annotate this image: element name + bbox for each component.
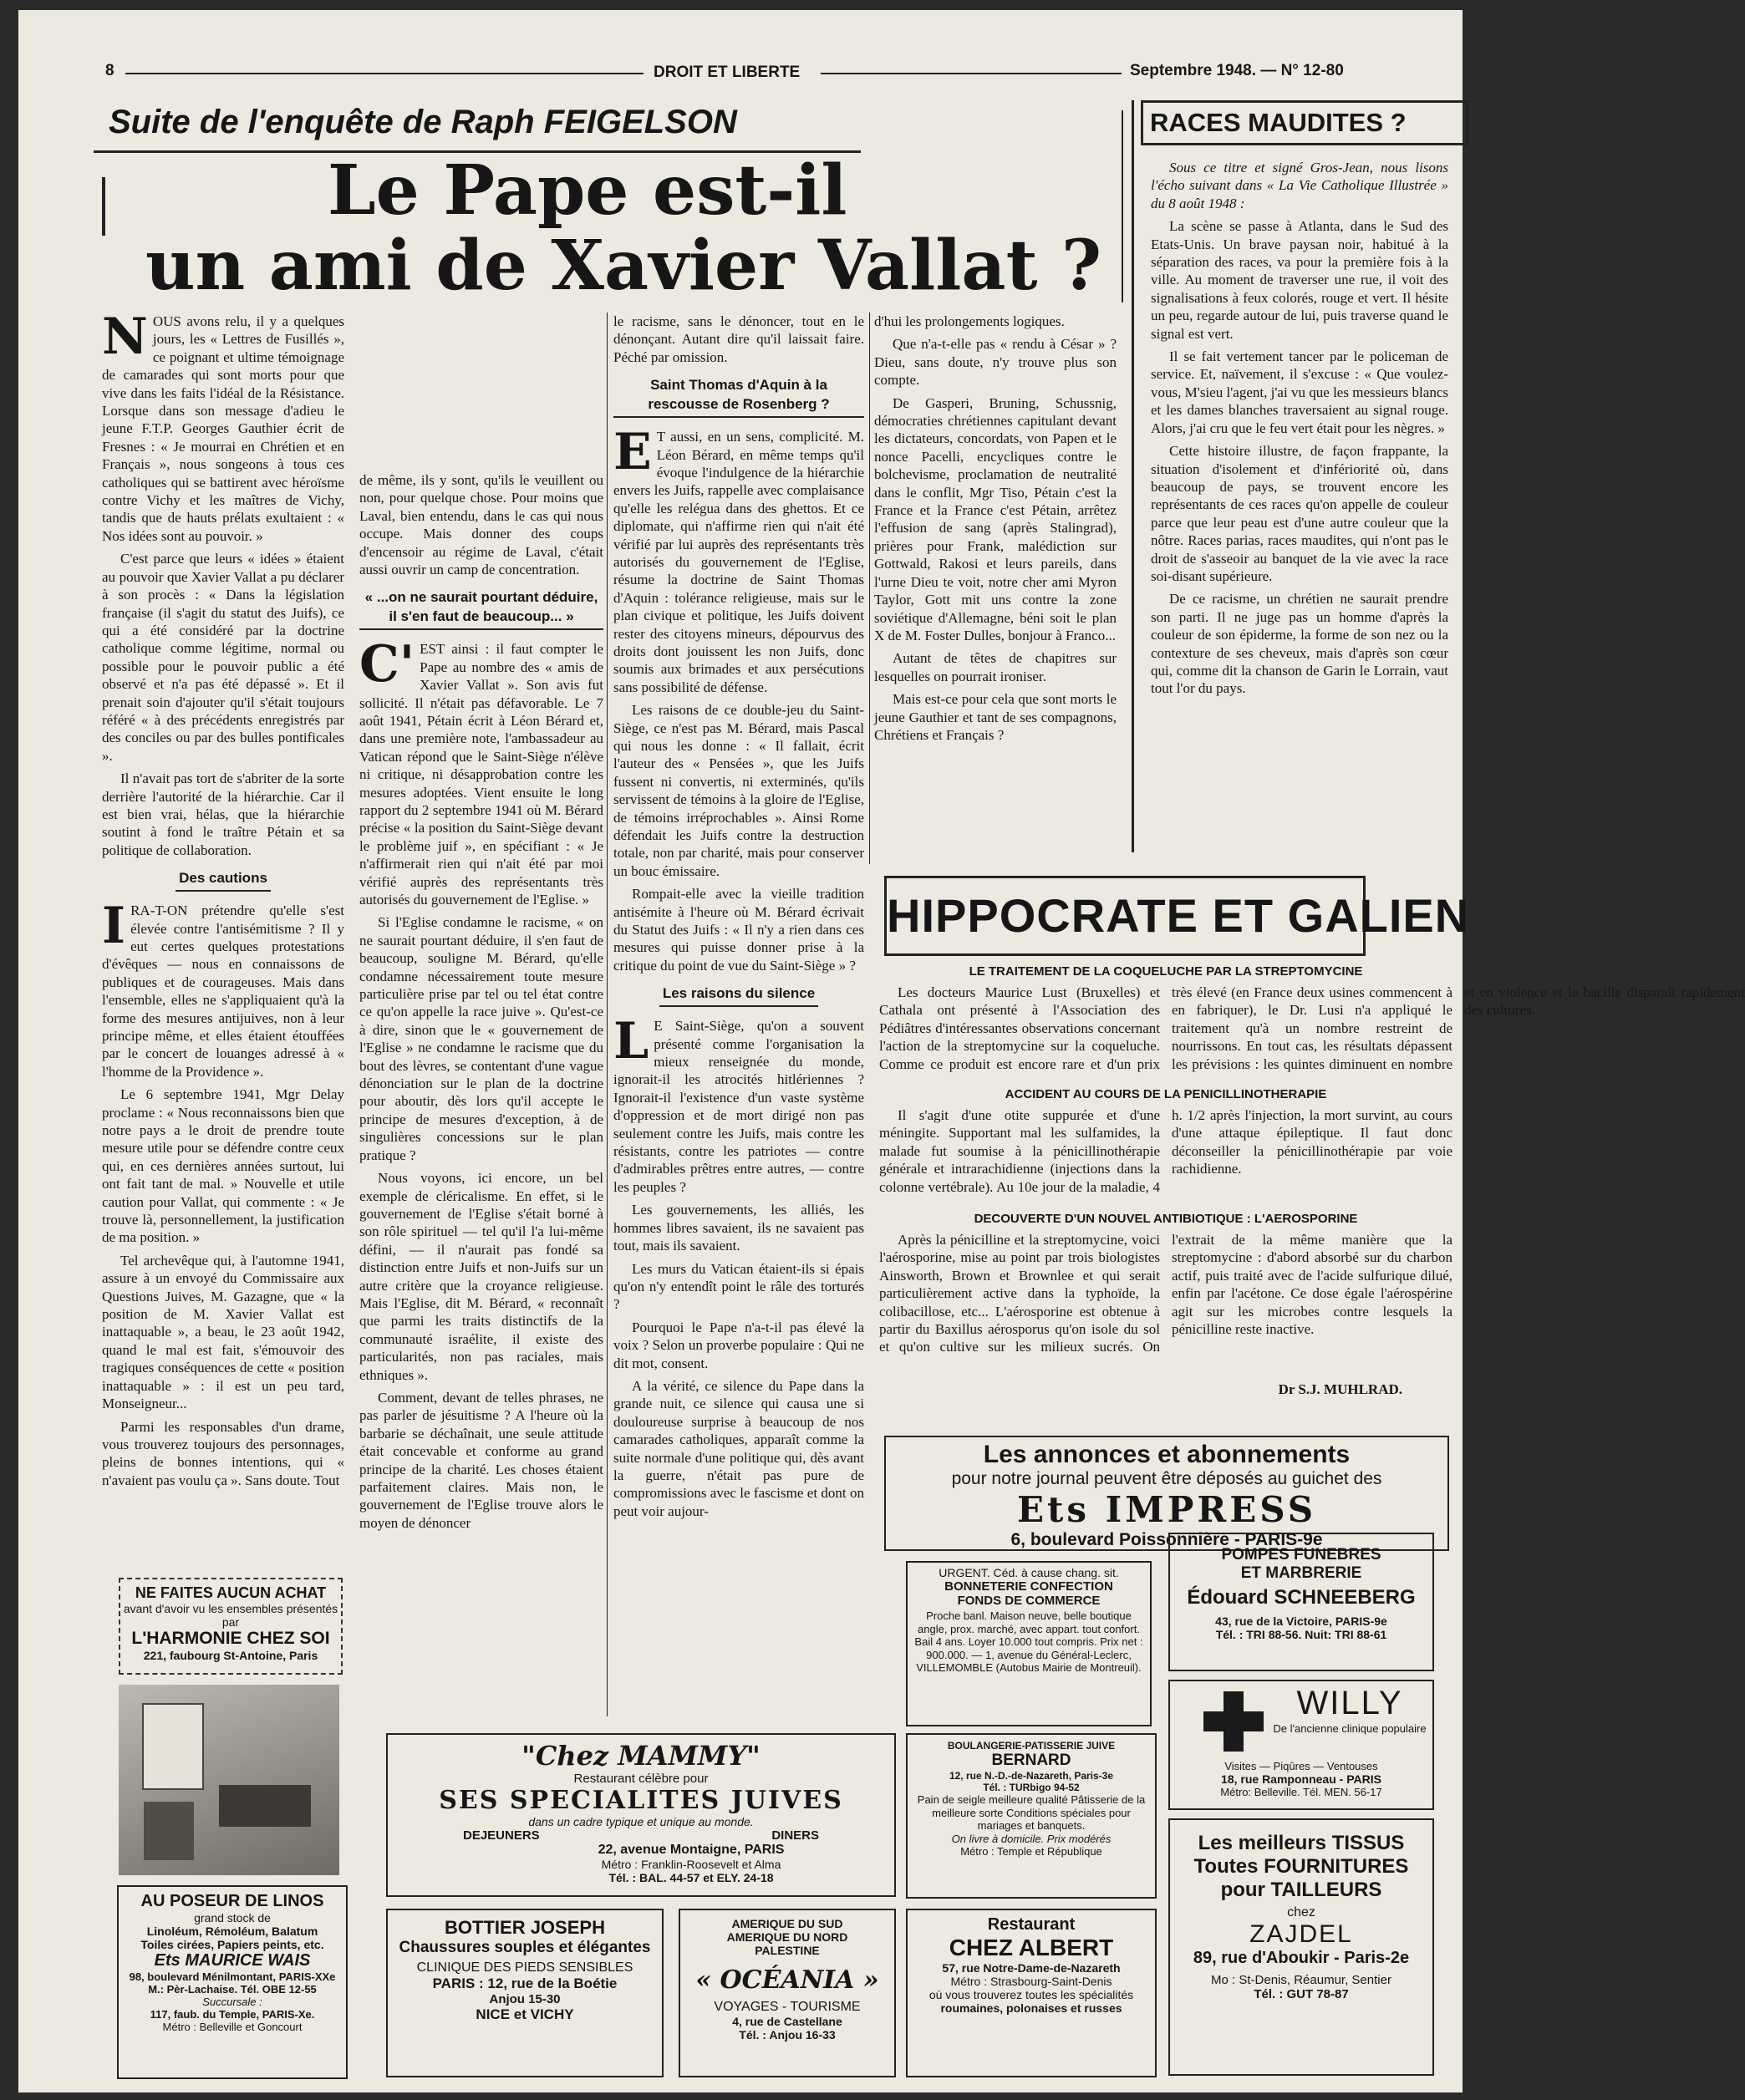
ad-chez-mammy: "Chez MAMMY" Restaurant célèbre pour SES SPECIALITES JUIVES dans un cadre typique et unique au monde. DEJEUNERS DINERS 22, avenue Montaigne, PARIS Métro : Franklin-Roosevelt et Alma Tél. : BAL. 44-57 et ELY. 24-18 [386, 1733, 896, 1897]
ad-harmonie: NE FAITES AUCUN ACHAT avant d'avoir vu les ensembles présentés par L'HARMONIE CHEZ SOI 221, faubourg St-Antoine, Paris [119, 1578, 343, 1675]
subheading-silence: Les raisons du silence [613, 984, 864, 1007]
newspaper-name: DROIT ET LIBERTE [654, 64, 801, 81]
sidebar-races-maudites [1132, 100, 1462, 852]
hippocrate-body: LE TRAITEMENT DE LA COQUELUCHE PAR LA STREPTOMYCINE Les docteurs Maurice Lust (Bruxelles) et Cathala ont présenté à l'Association des Pédiâtres d'intéressantes observations concernant l'action de la streptomycine sur la coqueluche. Comme ce produit est encore rare et d'un prix très élevé (en France deux usines commencent à en fabriquer), le Dr. Lusi n'a appliqué le traitement qu'à un nombre restreint de nourrissons. En tout cas, les résultats dépassent les prévisions : les quintes diminuent en nombre et en violence et le bacille disparaît rapidement des cultures. ACCIDENT AU COURS DE LA PENICILLINOTHERAPIE Il s'agit d'une otite suppurée et d'une méningite. Supportant mal les sulfamides, la malade fut soumise à la pénicillinothérapie générale et intrarachidienne (injections dans la colonne vertébrale). Au 10e jour de la maladie, 4 h. 1/2 après l'injection, la mort survint, au cours d'une attaque épileptique. Il faut donc déconseiller la pénicillinothérapie par voie rachidienne. DECOUVERTE D'UN NOUVEL ANTIBIOTIQUE : L'AEROSPORINE Après la pénicilline et la streptomycine, voici l'aérosporine, mise au point par trois biologistes Ainsworth, Brown et Brownlee et qui serait particulièrement active dans la typhoïde, la colibacillose, etc... L'aérosporine est obtenue à partir du Baxillus aérosporus qu'on isole du sol et qu'on cultive sur les milieux sucrés. On l'extrait de la même manière que la streptomycine : d'abord absorbé sur du charbon actif, puis traité avec de l'acide sulfurique dilué, enfin par l'acétone. Ce dose égale l'aérospérine agit sur les microbes contre lesquels la pénicilline reste inactive. Dr S.J. MUHLRAD. [879, 964, 1745, 1397]
ad-oceania: AMERIQUE DU SUD AMERIQUE DU NORD PALESTINE « OCÉANIA » VOYAGES - TOURISME 4, rue de Castellane Tél. : Anjou 16-33 [679, 1909, 896, 2077]
article-title-line1: Le Pape est-il [328, 150, 847, 231]
article-column-2: de même, ils y sont, qu'ils le veuillent ou non, pour quelque chose. Pour moins que Laval, bien entendu, dans le cas qui nous occupe. Mais donner des coups d'encensoir au régime de Laval, c'était aussi ouvrir un camp de concentration. « ...on ne saurait pourtant déduire, il s'en faut de beaucoup... » C'EST ainsi : il faut compter le Pape au nombre des « amis de Xavier Vallat ». Son avis fut sollicité. Il n'était pas défavorable. Le 7 août 1941, Pétain écrit à Léon Bérard et, dans une première note, l'ambassadeur au Vatican répond que le Saint-Siège n'élève ni critique, ni désapprobation contre les mesures adoptées. Vient ensuite le long rapport du 2 septembre 1941 où M. Bérard précise « la position du Saint-Siège devant le problème juif », en spécifiant : « Je n'affirmerait rien qui n'ait été par moi vérifié auprès des représentants très autorisés du gouvernement de l'Eglise. » Si l'Eglise condamne le racisme, « on ne saurait pourtant déduire, il s'en faut de beaucoup, souligne M. Bérard, qu'elle condamne nécessairement toute mesure particulière prise par tel ou tel état contre ce qu'on appelle la race juive ». Qu'est-ce à dire, sinon que le « gouvernement de l'Eglise » ne condamne le racisme que du bout des lèvres, se contentant d'une vague dénonciation sur le plan de la doctrine pour aboutir, dès lors qu'il accepte le principe de mesures d'exception, à de singulières concessions sur le plan pratique ? Nous voyons, ici encore, un bel exemple de cléricalisme. En effet, si le gouvernement de l'Eglise s'était borné à son rôle spirituel — tel qu'il l'a lui-même défini, — il n'aurait pas fondé sa distinction entre Juifs et non-Juifs sur un autre critère que la croyance religieuse. Mais l'Eglise, dit M. Bérard, « reconnaît que parmi les traits distinctifs de la communauté israélite, il existe des particularités, non pas raciales, mais ethniques ». Comment, devant de telles phrases, ne pas parler de jésuitisme ? A l'heure où la barbarie se déchaînait, une seule attitude était concevable et conforme au grand principe de la charité. Les choses étaient parfaitement claires. Mais non, le gouvernement de l'Eglise trouve alors le moyen de dénoncer [359, 472, 603, 1531]
furniture-photo [119, 1685, 339, 1875]
sidebar-body: Sous ce titre et signé Gros-Jean, nous lisons l'écho suivant dans « La Vie Catholique Illustrée » du 8 août 1948 : La scène se passe à Atlanta, dans le Sud des Etats-Unis. Un brave paysan noir, habitué à la séparation des races, va pour la première fois à la ville. Au moment de traverser une rue, il voit des signalisations à feux colorés, rouge et vert. Il hésite un peu, regarde autour de lui, puis traverse quand le signal est vert. Il se fait vertement tancer par le policeman de service. Et, naïvement, il s'excuse : « Que voulez-vous, M'sieu l'agent, j'ai vu que les messieurs blancs et les dames blanches traversaient au signal rouge. Alors, j'ai cru que le feu vert était pour les nègres. » Cette histoire illustre, de façon frappante, la situation d'isolement et d'infériorité où, dans beaucoup de pays, se trouvent encore les représentants de ces races qu'on appelle de couleur parce que leur peau est d'une autre couleur que la nôtre. Races parias, races maudites, qui n'ont pas le droit de s'asseoir au banquet de la vie avec la race soi-disant supérieure. De ce racisme, un chrétien ne saurait prendre son parti. Il ne juge pas un homme d'après la couleur de son épiderme, la forme de son nez ou la contexture de ses cheveux, mais d'après son cœur qui, comme dit la chanson de Garin le Lorrain, vaut tout l'or du pays. [1151, 160, 1448, 697]
article-column-3: le racisme, sans le dénoncer, tout en le dénonçant. Autant dire qu'il laissait faire. Péché par omission. Saint Thomas d'Aquin à la rescousse de Rosenberg ? ET aussi, en un sens, complicité. M. Léon Bérard, en même temps qu'il évoque l'indulgence de la hiérarchie envers les Juifs, rappelle avec complaisance qu'elle les relégua dans des ghettos. Et ce diplomate, qui n'affirme rien qui n'ait été vérifié par lui auprès des représentants très autorisés du gouvernement de l'Eglise, résume la doctrine de Saint Thomas d'Aquin : tolérance religieuse, mais sur le plan civique et politique, les Juifs doivent rester des citoyens mineurs, dépourvus des droits dont jouissent les non Juifs, donc soumis aux brimades et aux persécutions sans possibilité de défense. Les raisons de ce double-jeu du Saint-Siège, ce n'est pas M. Bérard, mais Pascal qui nous les donne : « Il fallait, écrit l'auteur des « Pensées », que les Juifs fussent ni convertis, ni exterminés, qu'ils servissent de témoins à la gloire de l'Eglise, de témoins irréprochables ». Ainsi Rome défendait les Juifs contre la destruction totale, non par charité, mais pour conserver un bouc émissaire. Rompait-elle avec la vieille tradition antisémite à l'heure où M. Bérard écrivait du Statut des Juifs : « Il n'y a rien dans ces mesures qui puisse donner prise à la critique du point de vue du Saint-Siège » ? Les raisons du silence LE Saint-Siège, qu'on a souvent présenté comme l'organisation la mieux renseignée du monde, ignorait-il les atrocités hitlériennes ? Ignorait-il l'existence d'un vaste système d'oppression et de mort dirigé non pas seulement contre les Juifs, mais contre les résistants, contre les patriotes — contre d'admirables prêtres entre autres, — contre les peuples ? Les gouvernements, les alliés, les hommes libres savaient, ils ne savaient pas tout, mais ils savaient. Les murs du Vatican étaient-ils si épais qu'on n'y entendît point le râle des torturés ? Pourquoi le Pape n'a-t-il pas élevé la voix ? Selon un proverbe populaire : Qui ne dit mot, consent. A la vérité, ce silence du Pape dans la grande nuit, ce silence qui causa une si douloureuse surprise à beaucoup de nos camarades catholiques, apparaît comme la suite normale d'une politique qui, dès avant la guerre, n'était pas pure de compromissions avec le fascisme et dont on peut voir aujour- [613, 313, 864, 1519]
issue-date: Septembre 1948. — N° 12-80 [1130, 62, 1344, 79]
ad-bonneterie: URGENT. Céd. à cause chang. sit. BONNETERIE CONFECTION FONDS DE COMMERCE Proche banl. Maison neuve, belle boutique angle, prox. marché, avec appart. tout confort. Bail 4 ans. Loyer 10.000 tout compris. Prix net : 900.000. — 1, avenue du Général-Leclerc, VILLEMOMBLE (Autobus Mairie de Montreuil). [906, 1561, 1152, 1726]
hippocrate-signature: Dr S.J. MUHLRAD. [1278, 1381, 1402, 1397]
kicker: Suite de l'enquête de Raph FEIGELSON [109, 104, 737, 140]
ad-pompes-funebres: POMPES FUNEBRES ET MARBRERIE Édouard SCHNEEBERG 43, rue de la Victoire, PARIS-9e Tél. : TRI 88-56. Nuit: TRI 88-61 [1168, 1533, 1434, 1671]
article-column-1: NOUS avons relu, il y a quelques jours, les « Lettres de Fusillés », ce poignant et ultime témoignage de camarades qui sont morts pour que vive dans les faits l'idéal de la Résistance. Lorsque dans son message d'adieu le jeune F.T.P. Georges Gauthier écrit de Fresnes : « Je mourrai en Chrétien et en Français », nous songeons à tous ces catholiques qui se battirent avec héroïsme contre Vichy et les maîtres de Vichy, tandis que de hauts prélats exultaient : « Nos idées sont au pouvoir. » C'est parce que leurs « idées » étaient au pouvoir que Xavier Vallat a pu déclarer à son procès : « Dans la législation française (il s'agit du statut des Juifs), ce qui a été considéré par la doctrine catholique comme légitime, normal ou possible pour le pouvoir public a été observé et n'a pas été dépassé ». Et il prenait soin d'ajouter qu'il s'était toujours référé « à des précédents enregistrés par des conciles ou par des bulles pontificales ». Il n'avait pas tort de s'abriter de la sorte derrière l'autorité de la hiérarchie. Car il est bien vrai, hélas, que la hiérarchie soutint à fond le traître Pétain et sa politique de collaboration. Des cautions IRA-T-ON prétendre qu'elle s'est élevée contre l'antisémitisme ? Il y eut certes quelques protestations d'évêques — nous en connaissons de publiques et de courageuses. Mais dans l'ensemble, elles ne s'appliquaient qu'à la forme des mesures antijuives, non à leur principe même, et elles étaient étouffées par le concert de louanges adressé à « l'homme de la Providence ». Le 6 septembre 1941, Mgr Delay proclame : « Nous reconnaissons bien que notre pays a le droit de prendre toute mesure utile pour se défendre contre ceux qui, en ces dernières années surtout, lui ont fait tant de mal. » Nouvelle et utile caution pour Vallat, qui commente : « Je trouve là, personnellement, la justification de ma position. » Tel archevêque qui, à l'automne 1941, assure à un envoyé du Commissaire aux Questions Juives, M. Gazagne, que « la position de M. Xavier Vallat est inattaquable », a beau, le 23 août 1942, quand le mal est fait, s'émouvoir des tragiques conséquences de cette « position inattaquable » : il est un peu tard, Monseigneur... Parmi les responsables d'un drame, vous trouverez toujours des personnages, pleins de bonnes intentions, qui « n'avaient pas voulu ça ». Sans doute. Tout [102, 308, 344, 1488]
ad-bottier-joseph: BOTTIER JOSEPH Chaussures souples et élégantes CLINIQUE DES PIEDS SENSIBLES PARIS : 12, rue de la Boétie Anjou 15-30 NICE et VICHY [386, 1909, 664, 2077]
subheading-thomas: Saint Thomas d'Aquin à la rescousse de Rosenberg ? [613, 376, 864, 418]
ad-willy: WILLY De l'ancienne clinique populaire Visites — Piqûres — Ventouses 18, rue Ramponneau - PARIS Métro: Belleville. Tél. MEN. 56-17 [1168, 1680, 1434, 1810]
subheading-quote: « ...on ne saurait pourtant déduire, il s'en faut de beaucoup... » [359, 588, 603, 630]
ad-tissus-zajdel: Les meilleurs TISSUS Toutes FOURNITURES pour TAILLEURS chez ZAJDEL 89, rue d'Aboukir - Paris-2e Mo : St-Denis, Réaumur, Sentier Tél. : GUT 78-87 [1168, 1818, 1434, 2076]
sidebar-title: RACES MAUDITES ? [1141, 100, 1468, 145]
ad-chez-albert: Restaurant CHEZ ALBERT 57, rue Notre-Dame-de-Nazareth Métro : Strasbourg-Saint-Denis où vous trouverez toutes les spécialités roumaines, polonaises et russes [906, 1909, 1157, 2077]
page-number: 8 [105, 62, 114, 79]
subheading-cautions: Des cautions [102, 869, 344, 892]
hippocrate-title-box [884, 876, 1470, 956]
annonces-box: Les annonces et abonnements pour notre journal peuvent être déposés au guichet des Ets IMPRESS 6, boulevard Poissonnière - PARIS-9e [884, 1436, 1449, 1551]
newspaper-page [18, 10, 1745, 2092]
kicker-banner [94, 104, 861, 153]
ad-bernard: BOULANGERIE-PATISSERIE JUIVE BERNARD 12, rue N.-D.-de-Nazareth, Paris-3e Tél. : TURbigo 94-52 Pain de seigle meilleure qualité Pâtisserie de la meilleure sorte Conditions spéciales pour mariages et banquets. On livre à domicile. Prix modérés Métro : Temple et République [906, 1733, 1157, 1899]
article-title-line2: un ami de Xavier Vallat ? [145, 226, 1102, 306]
hippocrate-title: HIPPOCRATE ET GALIEN [887, 889, 1470, 942]
article-column-4: d'hui les prolongements logiques. Que n'a-t-elle pas « rendu à César » ? Dieu, sans doute, n'y trouve plus son compte. De Gasperi, Bruning, Schussnig, démocraties chrétiennes capitulant devant les dictateurs, concordats, von Papen et le nonce Pacelli, encycliques contre le bolchevisme, proclamation de neutralité dans le conflit, Mgr Tiso, Pétain c'est la France et la France c'est Pétain, arrêtez l'effusion de sang (après Stalingrad), prières pour Frank, malédiction sur Gottwald, Rakosi et leurs pareils, dans l'urne Dieu te voit, notre cher ami Myron Taylor, Gott mit uns contre la zone soviétique d'Allemagne, béni soit le plan X de M. Foster Dulles, bonjour à Franco... Autant de têtes de chapitres sur lesquelles on pourrait ironiser. Mais est-ce pour cela que sont morts le jeune Gauthier et tant de ses compagnons, Chrétiens et Français ? [874, 313, 1117, 743]
ad-linos: AU POSEUR DE LINOS grand stock de Linoléum, Rémoléum, Balatum Toiles cirées, Papiers peints, etc. Ets MAURICE WAIS 98, boulevard Ménilmontant, PARIS-XXe M.: Pèr-Lachaise. Tél. OBE 12-55 Succursale : 117, faub. du Temple, PARIS-Xe. Métro : Belleville et Goncourt [117, 1885, 348, 2079]
